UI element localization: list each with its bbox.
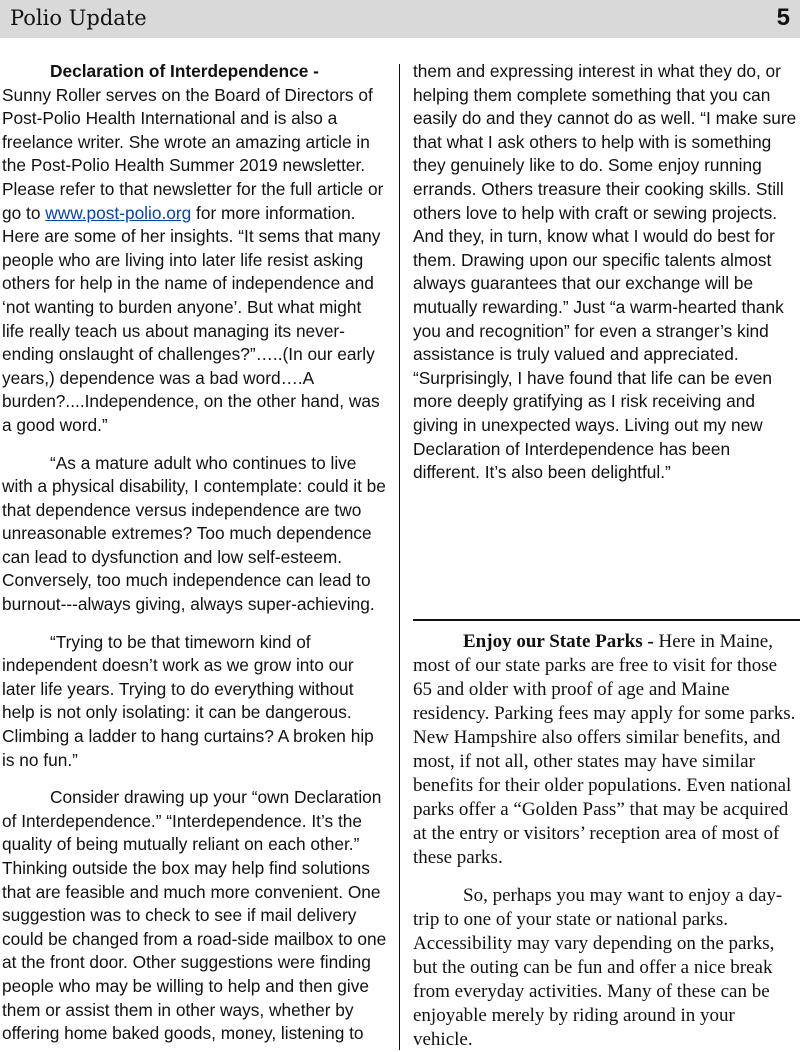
article-paragraph: So, perhaps you may want to enjoy a day-trip to one of your state or national parks. Accessibility may vary depending on the parks, but the outing can be fun and offer a nice break from everyday activities. Many of these can be enjoyable merely by riding around in your vehicle. (413, 885, 783, 1050)
article-state-parks (413, 630, 799, 1052)
paragraph-text: for more information. Here are some of her insights. “It sems that many people who are living into later life resist asking others for help in the name of independence and ‘not wanting to burden anyone’. But what might life really teach us about managing its never-ending onslaught of challenges?”…..(In our early years,) dependence was a bad word….A burden?....Independence, on the other hand, was a good word.” (2, 202, 381, 435)
article-paragraph: “As a mature adult who continues to live with a physical disability, I contemplate: could it be that dependence versus independence are two unreasonable extremes? Too much dependence can lead to dysfunction and low self-esteem. Conversely, too much independence can lead to burnout---always giving, always super-achieving. (2, 452, 386, 615)
paragraph-text: Here in Maine, most of our state parks are free to visit for those 65 and older with proof of age and Maine residency. Parking fees may apply for some parks. New Hampshire also offers similar benefits, and most, if not all, other states may have similar benefits for their older populations. Even national parks offer a “Golden Pass” that may be acquired at the entry or visitors’ reception area of most of these parks. (413, 631, 796, 868)
post-polio-link[interactable]: www.post-polio.org (45, 202, 192, 223)
article-interdependence-right (413, 60, 799, 485)
column-divider (399, 64, 400, 1050)
newsletter-title: Polio Update (10, 6, 147, 30)
paragraph-text: Sunny Roller serves on the Board of Directors of Post-Polio Health International and is also a freelance writer. She wrote an amazing article in the Post-Polio Health Summer 2019 newsletter. Please refer to that newsletter for the full article or go to (2, 84, 384, 223)
page-header (0, 0, 800, 38)
article-interdependence-left (2, 60, 388, 1046)
article-paragraph-continued: them and expressing interest in what they do, or helping them complete something that you can easily do and they cannot do as well. “I make sure that what I ask others to help with is something they genuinely like to do. Some enjoy running errands. Others treasure their cooking skills. Still others love to help with craft or sewing projects. And they, in turn, know what I would do best for them. Drawing upon our specific talents almost always guarantees that our exchange will be mutually rewarding.” Just “a warm-hearted thank you and recognition” for even a stranger’s kind assistance is truly valued and appreciated. “Surprisingly, I have found that life can be even more deeply gratifying as I risk receiving and giving in unexpected ways. Living out my new Declaration of Interdependence has been different. It’s also been delightful.” (413, 61, 797, 483)
article-paragraph: Consider drawing up your “own Declaration of Interdependence.” “Interdependence. It’s the quality of being mutually reliant on each other.” Thinking outside the box may help find solutions that are feasible and much more convenient. One suggestion was to check to see if mail delivery could be changed from a road-side mailbox to one at the front door. Other suggestions were finding people who may be willing to help and then give them or assist them in other ways, whether by offering home baked goods, money, listening to (2, 787, 387, 1044)
article-paragraph (2, 60, 388, 438)
section-divider (413, 619, 800, 621)
page-number: 5 (776, 4, 790, 31)
article-paragraph: “Trying to be that timeworn kind of independent doesn’t work as we grow into our later life years. Trying to do everything without help is not only isolating: it can be dangerous. Climbing a ladder to hang curtains? A broken hip is no fun.” (2, 631, 374, 770)
article-heading: Declaration of Interdependence - (50, 61, 319, 81)
article-paragraph (413, 630, 799, 870)
article-heading: Enjoy our State Parks - (463, 631, 654, 652)
